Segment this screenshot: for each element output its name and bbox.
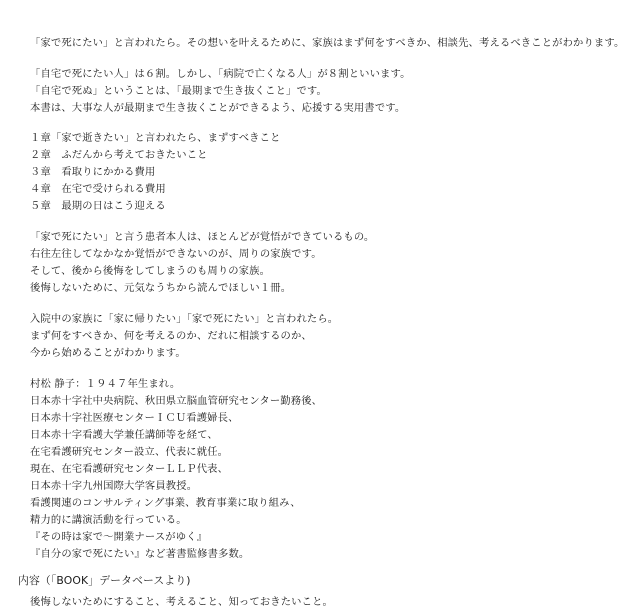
author-line: 日本赤十字社中央病院、秋田県立脳血管研究センター勤務後、 [30, 395, 323, 407]
author-line: 日本赤十字九州国際大学客員教授。 [30, 480, 198, 492]
author-line: 在宅看護研究センター設立、代表に就任。 [30, 446, 229, 458]
contents-heading: 内容（「BOOK」データベースより) [18, 574, 191, 587]
author-line: 精力的に講演活動を行っている。 [30, 514, 187, 526]
contents-body: 後悔しないためにすること、考えること、知っておきたいこと。 [30, 596, 333, 608]
summary-line: 「自宅で死ぬ」ということは、「最期まで生き抜くこと」です。 [30, 85, 327, 97]
hospital-line: まず何をすべきか、何を考えるのか、だれに相談するのか、 [30, 330, 312, 342]
chapter-item: ２章 ふだんから考えておきたいこと [30, 149, 208, 161]
patients-line: 右往左往してなかなか覚悟ができないのが、周りの家族です。 [30, 248, 322, 260]
hospital-line: 今から始めることがわかります。 [30, 347, 186, 359]
patients-line: 「家で死にたい」と言う患者本人は、ほとんどが覚悟ができているもの。 [30, 231, 375, 243]
chapter-item: ５章 最期の日はこう迎える [30, 200, 166, 212]
summary-line: 本書は、大事な人が最期まで生き抜くことができるよう、応援する実用書です。 [30, 102, 406, 114]
chapter-item: １章「家で逝きたい」と言われたら、まずすべきこと [30, 132, 281, 144]
chapter-item: ３章 看取りにかかる費用 [30, 166, 156, 178]
author-line: 看護関連のコンサルティング事業、教育事業に取り組み、 [30, 497, 301, 509]
author-line: 現在、在宅看護研究センターＬＬＰ代表、 [30, 463, 229, 475]
summary-line: 「自宅で死にたい人」は６割。しかし、「病院で亡くなる人」が８割といいます。 [30, 68, 411, 80]
author-line: 『その時は家で〜開業ナースがゆく』 [30, 531, 208, 543]
author-line: 日本赤十字社医療センターＩＣＵ看護婦長、 [30, 412, 239, 424]
author-line: 『自分の家で死にたい』など著書監修書多数。 [30, 548, 250, 560]
author-line: 日本赤十字看護大学兼任講師等を経て、 [30, 429, 218, 441]
author-line: 村松 静子：１９４７年生まれ。 [30, 378, 181, 390]
intro-lead: 「家で死にたい」と言われたら。その想いを叶えるために、家族はまず何をすべきか、相談先、考えるべきことがわかります。 [30, 37, 625, 49]
patients-line: そして、後から後悔をしてしまうのも周りの家族。 [30, 265, 271, 277]
chapter-item: ４章 在宅で受けられる費用 [30, 183, 166, 195]
patients-line: 後悔しないために、元気なうちから読んでほしい１冊。 [30, 282, 292, 294]
hospital-line: 入院中の家族に「家に帰りたい」「家で死にたい」と言われたら。 [30, 313, 339, 325]
